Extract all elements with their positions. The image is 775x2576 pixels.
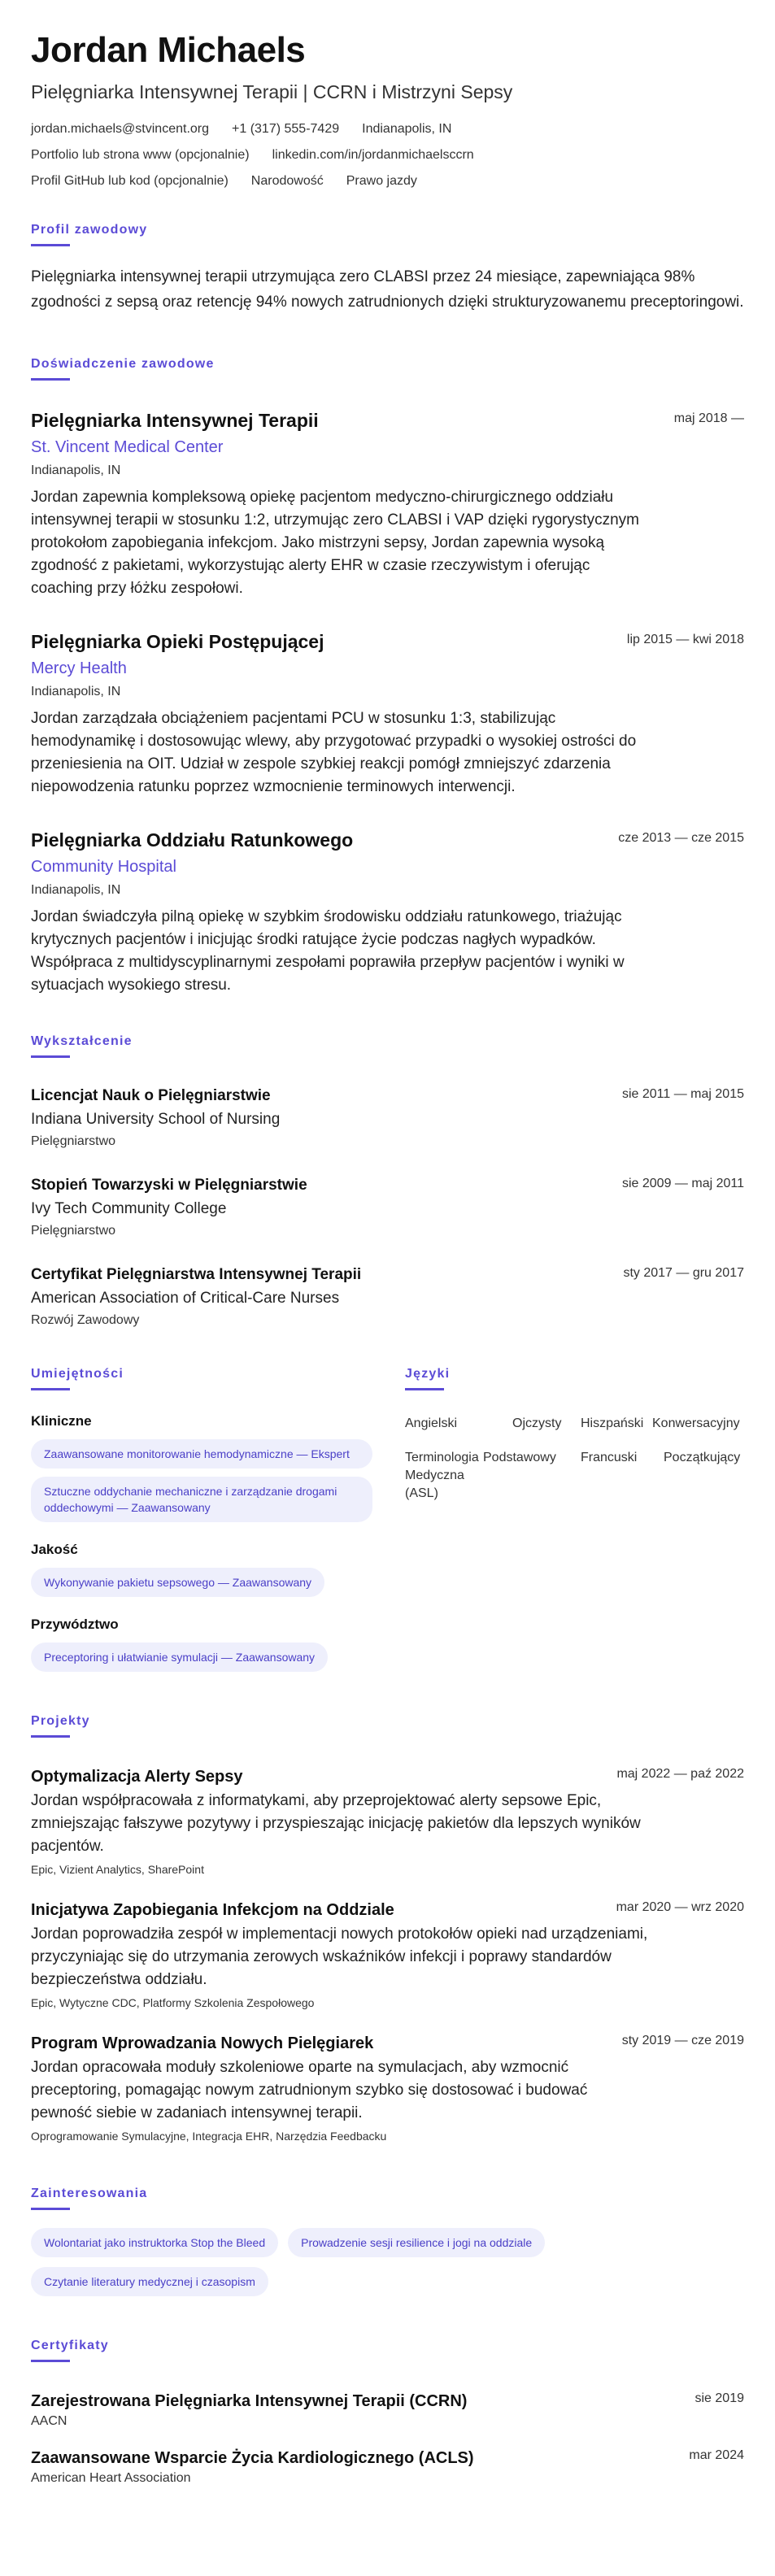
interests-heading: Zainteresowania [31,2187,148,2200]
language-level: Ojczysty [512,1416,562,1430]
job-title: Pielęgniarka Oddziału Ratunkowego [31,829,354,851]
section-divider [31,244,70,246]
education-school: Ivy Tech Community College [31,1200,227,1217]
interests-list [31,2228,649,2296]
section-divider [31,1735,70,1738]
contact-license: Prawo jazdy [346,174,417,188]
certification-name: Zaawansowane Wsparcie Życia Kardiologicznego (ACLS) [31,2449,474,2467]
project-tech: Epic, Vizient Analytics, SharePoint [31,1863,204,1876]
contact-portfolio[interactable]: Portfolio lub strona www (opcjonalnie) [31,148,250,162]
education-heading: Wykształcenie [31,1034,133,1048]
job-entry [31,828,744,997]
certification-issuer: AACN [31,2414,67,2428]
education-degree: Certyfikat Pielęgniarstwa Intensywnej Terapii [31,1266,362,1283]
experience-section [31,357,744,997]
summary-heading: Profil zawodowy [31,223,148,237]
education-entry [31,1175,744,1240]
interest-pill: Prowadzenie sesji resilience i jogi na oddziale [288,2228,545,2257]
contact-location: Indianapolis, IN [362,122,452,136]
certification-name: Zarejestrowana Pielęgniarka Intensywnej Terapii (CCRN) [31,2392,468,2410]
resume-header [31,31,744,190]
project-description: Jordan poprowadziła zespół w implementacji nowych protokołów opieki nad urządzeniami, przyczyniając się do utrzymania zerowych wskaźników infekcji i poprawy standardów bezpieczeństwa oddziału. [31,1925,648,1988]
section-divider [31,1055,70,1058]
contact-linkedin[interactable]: linkedin.com/in/jordanmichaelsccrn [272,148,474,162]
contact-phone[interactable]: +1 (317) 555-7429 [232,122,340,136]
languages-section [405,1329,744,1672]
certifications-heading: Certyfikaty [31,2339,109,2352]
languages-grid [405,1415,744,1503]
education-section [31,1034,744,1329]
skill-pill: Sztuczne oddychanie mechaniczne i zarządzanie drogami oddechowymi — Zaawansowany [31,1477,372,1522]
job-description: Jordan zapewnia kompleksową opiekę pacjentom medyczno-chirurgicznego oddziału intensywnej terapii w stosunku 1:2, utrzymując zero CLABSI i VAP dzięki rygorystycznym protokołom zapobiegania infekcjom. Jako mistrzyni sepsy, Jordan zapewnia wysoką zgodność z pakietami, wykorzystując alerty EHR w czasie rzeczywistym i oferując coaching przy łóżku zespołowi. [31,489,639,597]
job-company[interactable]: Community Hospital [31,858,176,876]
certification-entry [31,2447,744,2487]
skill-pill: Zaawansowane monitorowanie hemodynamiczne — Ekspert [31,1439,372,1469]
projects-section [31,1714,744,2144]
project-title: Program Wprowadzania Nowych Pielęgiarek [31,2034,374,2052]
language-name: Angielski [405,1416,458,1430]
language-level: Podstawowy [483,1451,556,1464]
language-name: Terminologia Medyczna (ASL) [405,1451,479,1500]
contact-nationality: Narodowość [250,174,324,188]
candidate-name: Jordan Michaels [31,30,306,70]
education-degree: Licencjat Nauk o Pielęgniarstwie [31,1087,271,1104]
job-location: Indianapolis, IN [31,883,121,897]
project-entry [31,1765,744,1878]
skills-section [31,1329,405,1672]
job-dates: cze 2013 — cze 2015 [618,831,744,845]
language-level: Konwersacyjny [652,1416,740,1430]
section-divider [31,1388,70,1390]
job-title: Pielęgniarka Intensywnej Terapii [31,410,319,431]
education-entry [31,1086,744,1151]
skill-category: Przywództwo [31,1617,119,1632]
interest-pill: Czytanie literatury medycznej i czasopism [31,2267,268,2296]
summary-text: Pielęgniarka intensywnej terapii utrzymująca zero CLABSI przez 24 miesiące, zapewniająca 98% zgodności z sepsą oraz retencję 94% nowych zatrudnionych dzięki strukturyzowanemu preceptoringowi. [31,268,744,311]
certification-entry [31,2390,744,2430]
education-degree: Stopień Towarzyski w Pielęgniarstwie [31,1177,307,1194]
section-divider [31,2208,70,2210]
language-name: Hiszpański [581,1416,644,1430]
job-dates: lip 2015 — kwi 2018 [626,633,744,646]
job-description: Jordan świadczyła pilną opiekę w szybkim środowisku oddziału ratunkowego, triażując krytycznych pacjentów i inicjując środki ratujące życie podczas nagłych wypadków. Współpraca z multidyscyplinarnymi zespołami poprawiła przepływ pacjentów i wyniki w sytuacjach wysokiego stresu. [31,908,625,994]
project-description: Jordan opracowała moduły szkoleniowe oparte na symulacjach, aby wzmocnić preceptoring, pomagając nowym zatrudnionym szybko się dostosować i budować pewność siebie w zadaniach intensywnej terapii. [31,2059,588,2121]
education-entry [31,1264,744,1329]
candidate-headline: Pielęgniarka Intensywnej Terapii | CCRN i Mistrzyni Sepsy [31,81,513,102]
projects-heading: Projekty [31,1714,90,1728]
skill-pill: Preceptoring i ułatwianie symulacji — Zaawansowany [31,1643,328,1672]
project-tech: Epic, Wytyczne CDC, Platformy Szkolenia Zespołowego [31,1996,315,2009]
job-company[interactable]: St. Vincent Medical Center [31,438,224,456]
section-divider [31,378,70,381]
certifications-section [31,2339,744,2487]
education-dates: sty 2017 — gru 2017 [623,1266,744,1280]
project-dates: maj 2022 — paź 2022 [616,1767,744,1781]
job-entry [31,408,744,600]
contact-info [31,120,744,190]
certification-issuer: American Heart Association [31,2471,191,2485]
job-location: Indianapolis, IN [31,463,121,477]
interest-pill: Wolontariat jako instruktorka Stop the Bleed [31,2228,278,2257]
job-location: Indianapolis, IN [31,685,121,698]
summary-section [31,223,744,315]
education-field: Pielęgniarstwo [31,1134,116,1148]
language-level: Początkujący [664,1451,741,1464]
skill-pill: Wykonywanie pakietu sepsowego — Zaawansowany [31,1568,324,1597]
skills-languages-row [31,1329,744,1672]
experience-heading: Doświadczenie zawodowe [31,357,215,371]
skills-heading: Umiejętności [31,1367,124,1381]
job-dates: maj 2018 — [673,411,744,425]
job-title: Pielęgniarka Opieki Postępującej [31,631,324,652]
project-dates: mar 2020 — wrz 2020 [616,1900,744,1914]
contact-email[interactable]: jordan.michaels@stvincent.org [31,122,210,136]
project-entry [31,2032,744,2144]
education-field: Rozwój Zawodowy [31,1313,140,1327]
job-description: Jordan zarządzała obciążeniem pacjentami PCU w stosunku 1:3, stabilizując hemodynamikę i dostosowując wlewy, aby przygotować przypadki o wysokiej ostrości do przeniesienia na OIT. Udział w zespole szybkiej reakcji pomógł zmniejszyć zdarzenia niepowodzenia ratunku poprzez wzmocnienie terminowych interwencji. [31,710,637,795]
skill-category: Kliniczne [31,1413,92,1429]
certification-date: sie 2019 [694,2391,744,2405]
job-company[interactable]: Mercy Health [31,659,127,677]
section-divider [405,1388,444,1390]
education-school: Indiana University School of Nursing [31,1111,281,1128]
education-field: Pielęgniarstwo [31,1224,116,1238]
skill-category: Jakość [31,1542,78,1557]
project-description: Jordan współpracowała z informatykami, aby przeprojektować alerty sepsowe Epic, zmniejszając fałszywe pozytywy i przyspieszając inicjację pakietów dla lepszych wyników pacjentów. [31,1792,641,1855]
education-school: American Association of Critical-Care Nurses [31,1290,340,1307]
project-title: Optymalizacja Alerty Sepsy [31,1768,243,1786]
project-title: Inicjatywa Zapobiegania Infekcjom na Oddziale [31,1901,394,1919]
project-entry [31,1899,744,2011]
contact-github[interactable]: Profil GitHub lub kod (opcjonalnie) [31,174,229,188]
project-dates: sty 2019 — cze 2019 [621,2034,744,2047]
interests-section [31,2187,744,2296]
education-dates: sie 2011 — maj 2015 [621,1087,744,1101]
section-divider [31,2360,70,2362]
languages-heading: Języki [405,1367,451,1381]
job-entry [31,629,744,798]
project-tech: Oprogramowanie Symulacyjne, Integracja EHR, Narzędzia Feedbacku [31,2130,387,2143]
certification-date: mar 2024 [689,2448,744,2462]
education-dates: sie 2009 — maj 2011 [621,1177,744,1190]
language-name: Francuski [581,1451,638,1464]
